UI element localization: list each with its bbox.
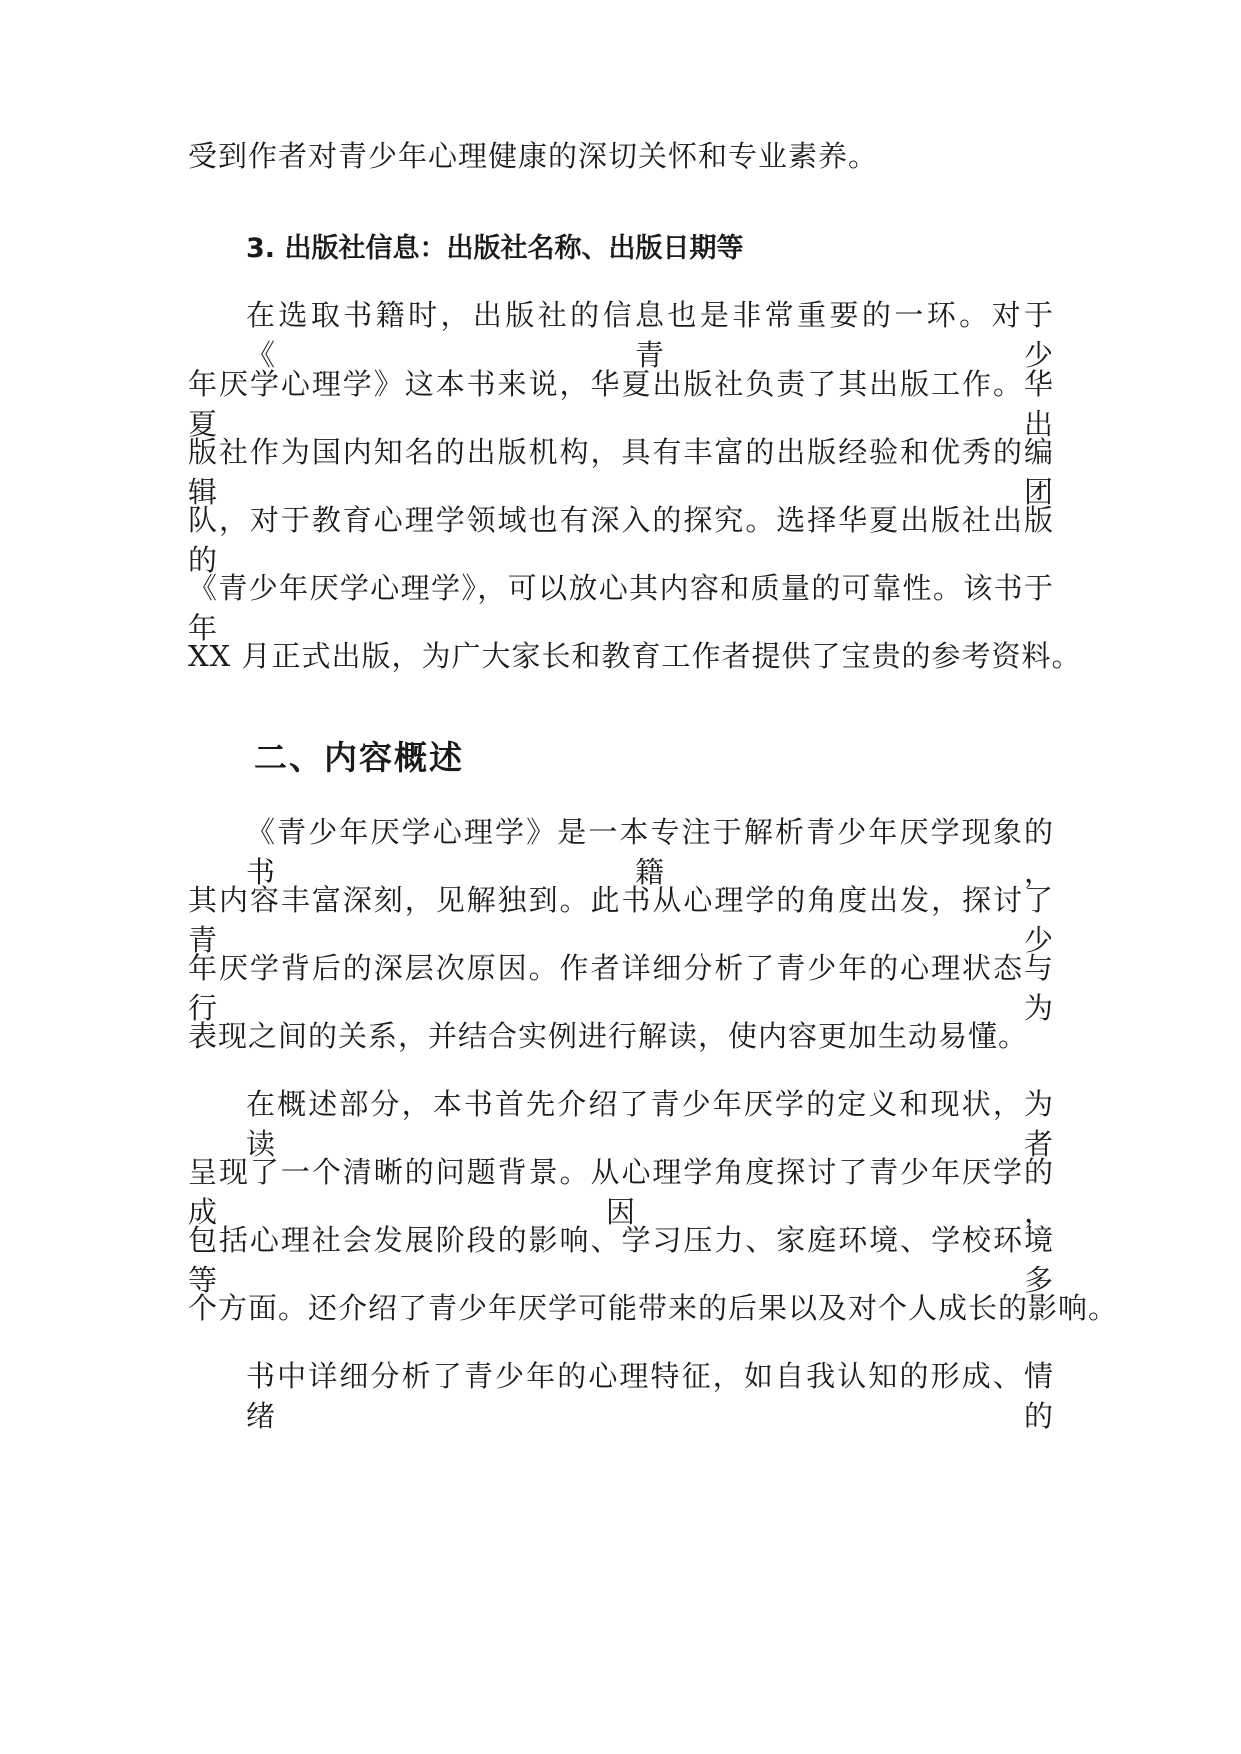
paragraph-line: 在选取书籍时，出版社的信息也是非常重要的一环。对于《青少: [246, 298, 1054, 372]
subsection-heading-publisher: 3. 出版社信息：出版社名称、出版日期等: [246, 233, 744, 264]
section-heading-content-overview: 二、内容概述: [254, 738, 464, 777]
paragraph-line: XX 月正式出版，为广大家长和教育工作者提供了宝贵的参考资料。: [188, 639, 1082, 673]
paragraph-line: 《青少年厌学心理学》是一本专注于解析青少年厌学现象的书籍，: [246, 815, 1054, 889]
paragraph-line: 书中详细分析了青少年的心理特征，如自我认知的形成、情绪的: [246, 1359, 1054, 1433]
paragraph-line: 年厌学背后的深层次原因。作者详细分析了青少年的心理状态与行为: [188, 951, 1054, 1025]
paragraph-line: 表现之间的关系，并结合实例进行解读，使内容更加生动易懂。: [188, 1019, 1029, 1053]
paragraph-line: 队，对于教育心理学领域也有深入的探究。选择华夏出版社出版的: [188, 503, 1054, 577]
paragraph-line: 呈现了一个清晰的问题背景。从心理学角度探讨了青少年厌学的成因，: [188, 1155, 1054, 1229]
paragraph-line: 其内容丰富深刻，见解独到。此书从心理学的角度出发，探讨了青少: [188, 883, 1054, 957]
carryover-text-line: 受到作者对青少年心理健康的深切关怀和专业素养。: [188, 139, 879, 173]
paragraph-line: 在概述部分，本书首先介绍了青少年厌学的定义和现状，为读者: [246, 1087, 1054, 1161]
paragraph-line: 个方面。还介绍了青少年厌学可能带来的后果以及对个人成长的影响。: [188, 1291, 1119, 1325]
paragraph-line: 年厌学心理学》这本书来说，华夏出版社负责了其出版工作。华夏出: [188, 367, 1054, 441]
paragraph-line: 包括心理社会发展阶段的影响、学习压力、家庭环境、学校环境等多: [188, 1223, 1054, 1297]
paragraph-line: 版社作为国内知名的出版机构，具有丰富的出版经验和优秀的编辑团: [188, 435, 1054, 509]
paragraph-line: 《青少年厌学心理学》，可以放心其内容和质量的可靠性。该书于年: [188, 571, 1054, 645]
